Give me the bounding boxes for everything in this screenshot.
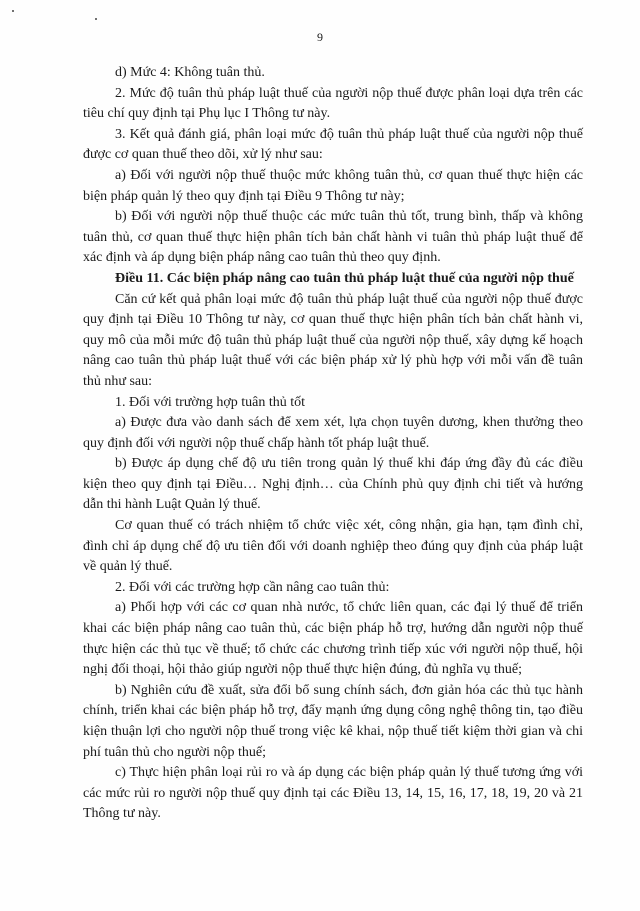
paragraph-section-2c: c) Thực hiện phân loại rủi ro và áp dụng các biện pháp quản lý thuế tương ứng với các mức rủi ro người nộp thuế quy định tại các Điều 13, 14, 15, 16, 17, 18, 19, 20 và 21 Thông tư này. (83, 765, 583, 822)
paragraph-clause-3: 3. Kết quả đánh giá, phân loại mức độ tuân thủ pháp luật thuế của người nộp thuế được cơ quan thuế theo dõi, xử lý như sau: (83, 126, 583, 163)
paragraph-section-2b: b) Nghiên cứu đề xuất, sửa đổi bổ sung chính sách, đơn giản hóa các thủ tục hành chính, triển khai các biện pháp hỗ trợ, đẩy mạnh ứng dụng công nghệ thông tin, tạo điều kiện thuận lợi cho người nộp thuế trong việc kê khai, nộp thuế tiết kiệm thời gian và chi phí tuân thủ cho người nộp thuế; (83, 682, 583, 760)
paragraph-muc-4: d) Mức 4: Không tuân thủ. (115, 65, 265, 80)
paragraph-article-11-intro: Căn cứ kết quả phân loại mức độ tuân thủ pháp luật thuế của người nộp thuế được quy định tại Điều 10 Thông tư này, cơ quan thuế thực hiện phân tích bản chất hành vi, quy mô của mỗi mức độ tuân thủ pháp luật thuế của người nộp thuế, xây dựng kế hoạch nâng cao tuân thủ pháp luật thuế với các biện pháp xử lý phù hợp với mỗi vấn đề tuân thủ như sau: (83, 291, 583, 389)
article-11-heading: Điều 11. Các biện pháp nâng cao tuân thủ pháp luật thuế của người nộp thuế (115, 270, 574, 286)
paragraph-clause-2: 2. Mức độ tuân thủ pháp luật thuế của người nộp thuế được phân loại dựa trên các tiêu chí quy định tại Phụ lục I Thông tư này. (83, 85, 583, 122)
paragraph-clause-3b: b) Đối với người nộp thuế thuộc các mức tuân thủ tốt, trung bình, thấp và không tuân thủ, cơ quan thuế thực hiện phân tích bản chất hành vi tuân thủ pháp luật thuế để xác định và áp dụng biện pháp nâng cao tuân thủ theo quy định. (83, 209, 583, 266)
paragraph-clause-3a: a) Đối với người nộp thuế thuộc mức không tuân thủ, cơ quan thuế thực hiện các biện pháp quản lý theo quy định tại Điều 9 Thông tư này; (83, 167, 583, 204)
scan-speck (95, 18, 97, 20)
scan-speck (12, 10, 14, 12)
document-body (83, 63, 583, 825)
paragraph-tax-authority-duty: Cơ quan thuế có trách nhiệm tổ chức việc xét, công nhận, gia hạn, tạm đình chỉ, đình chỉ áp dụng chế độ ưu tiên đối với doanh nghiệp theo đúng quy định của pháp luật về quản lý thuế. (83, 518, 583, 575)
paragraph-section-1a: a) Được đưa vào danh sách để xem xét, lựa chọn tuyên dương, khen thưởng theo quy định đối với người nộp thuế chấp hành tốt pháp luật thuế. (83, 415, 583, 451)
paragraph-section-2a: a) Phối hợp với các cơ quan nhà nước, tổ chức liên quan, các đại lý thuế để triển khai các biện pháp nâng cao tuân thủ, các biện pháp hỗ trợ, hướng dẫn người nộp thuế thực hiện các thủ tục về thuế; tổ chức các chương trình tiếp xúc với người nộp thuế, hội nghị đối thoại, hội thảo giúp người nộp thuế thực hiện đúng, đủ nghĩa vụ thuế; (83, 600, 583, 678)
paragraph-section-1: 1. Đối với trường hợp tuân thủ tốt (115, 394, 306, 410)
paragraph-section-2: 2. Đối với các trường hợp cần nâng cao tuân thủ: (115, 579, 390, 595)
paragraph-section-1b: b) Được áp dụng chế độ ưu tiên trong quản lý thuế khi đáp ứng đầy đủ các điều kiện theo quy định tại Điều… Nghị định… của Chính phủ quy định chi tiết và hướng dẫn thi hành Luật Quản lý thuế. (83, 456, 583, 513)
page-number: 9 (317, 30, 323, 44)
